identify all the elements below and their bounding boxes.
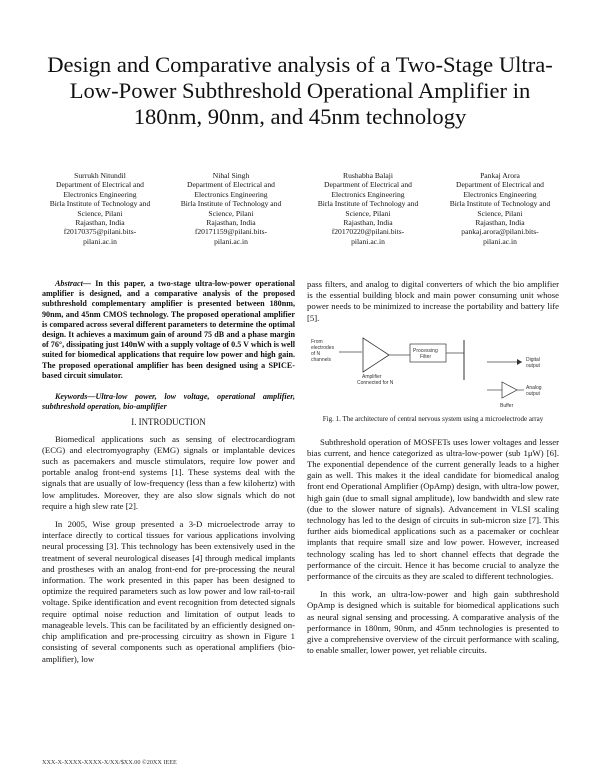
body-paragraph: In 2005, Wise group presented a 3-D microelectrode array to interface directly to cortical tissues for various applications involving neural processing [3]. This technology has been extensively used in the treatment of several neurological diseases [4] through medical implants and prostheses with an analog front-end for pre-processing the neural information. The work presented in this paper has been designed to optimize the required parameters such as low power and low rail-to-rail voltage. Spike identification and event recognition from detected signals require optimal noise reduction and limitation of output leads to manageable levels. This can be facilitated by an efficiently designed on-chip amplification and pre-processing circuitry as shown in Figure 1 consisting of several components such as operational amplifiers (bio-amplifier), low	[42, 519, 295, 664]
copyright-footer: XXX-X-XXXX-XXXX-X/XX/$XX.00 ©20XX IEEE	[42, 759, 177, 766]
figure-label-amplifier: Amplifier	[362, 373, 382, 380]
figure-label-analog-output: Analog	[526, 384, 542, 391]
author-name: Nihal Singh	[212, 171, 250, 180]
section-heading: I. INTRODUCTION	[131, 417, 206, 428]
figure-caption: Fig. 1. The architecture of central nervous system using a microelectrode array	[322, 414, 544, 423]
author-location: Rajasthan, India	[475, 218, 525, 228]
body-paragraph: Subthreshold operation of MOSFETs uses lower voltages and lesser bias current, and hence categorized as ultra-low-power (sub 1μW) [6]. The exponential dependence of the current generally leads to a higher gain as well. This makes it the ideal candidate for biomedical analog front end Operational Amplifier (OpAmp) design, with ultra-low power, high gain (due to small signal amplitude), low bandwidth and slew rate (due to the slower nature of signals). Advancement in VLSI scaling technology has led to the design of circuits in sub-micron size [7]. This further aids biomedical applications such as a pacemaker or cochlear implants that require small size and low power. However, increased technology scaling has led to short channel effects that degrade the performance of the circuit. Hence it has become crucial to analyze the performance of the circuits as they are scaled to different technologies.	[307, 436, 559, 582]
author-location: Rajasthan, India	[343, 218, 393, 228]
figure-1-diagram	[307, 332, 559, 412]
author-institute: Birla Institute of Technology and	[180, 199, 282, 209]
figure-label-buffer: Buffer	[500, 402, 514, 409]
author-name: Rushabha Balaji	[343, 171, 393, 180]
author-dept: Electronics Engineering	[463, 189, 537, 199]
author-block	[302, 171, 434, 246]
author-institute: Birla Institute of Technology and	[49, 199, 151, 209]
author-location: Rajasthan, India	[75, 218, 125, 228]
figure-label-electrodes: channels	[311, 356, 332, 363]
author-email: f20170375@pilani.bits-	[63, 227, 137, 237]
author-email: pilani.ac.in	[214, 236, 248, 246]
author-block	[434, 171, 566, 246]
figure-label-digital-output: output	[526, 362, 540, 369]
author-name: Pankaj Arora	[480, 171, 520, 180]
author-institute: Birla Institute of Technology and	[449, 199, 551, 209]
author-dept: Department of Electrical and	[324, 180, 412, 190]
author-email: pilani.ac.in	[351, 236, 385, 246]
author-location: Rajasthan, India	[206, 218, 256, 228]
figure-label-electrodes: From	[311, 338, 323, 345]
author-dept: Electronics Engineering	[194, 189, 268, 199]
body-paragraph: Biomedical applications such as sensing of electrocardiogram (ECG) and electromyography (EMG) signals or implantable devices such as pacemakers and muscle stimulators, require low power and portable analog front-end systems [1]. These systems deal with the signals that are usually of low-frequency (less than a few kilohertz) with low amplitudes. Moreover, they are also slow signals which do not require a high slew rate [2].	[42, 433, 295, 511]
author-institute: Birla Institute of Technology and	[317, 199, 419, 209]
amplifier-triangle-icon	[363, 338, 389, 372]
author-dept: Department of Electrical and	[456, 180, 544, 190]
author-dept: Department of Electrical and	[56, 180, 144, 190]
arrow-right-icon	[517, 359, 522, 365]
author-email: f20171159@pilani.bits-	[194, 227, 268, 237]
abstract-text: In this paper, a two-stage ultra-low-power operational amplifier is designed, and a comparative analysis of the proposed subthreshold complementary amplifier is presented between 180nm, 90nm, and 45nm CMOS technology. The proposed operational amplifier is compared across several different parameters to determine the optimal design. It achieves a maximum gain of around 75 dB and a phase margin of 76°, dissipating just 140nW with a supply voltage of 0.5 V which is well suited for biomedical applications that require low power and high gain. The proposed operational amplifier has been designed using a SPICE-based circuit simulator.	[42, 279, 295, 380]
figure-label-amplifier: Connected for N	[357, 379, 394, 386]
figure-label-processing: Processing	[413, 347, 438, 354]
author-institute: Science, Pilani	[208, 208, 254, 218]
author-institute: Science, Pilani	[345, 208, 391, 218]
paper-title: Design and Comparative analysis of a Two-Stage Ultra-Low-Power Subthreshold Operational Amplifier in 180nm, 90nm, and 45nm technology	[47, 52, 553, 129]
author-email: pilani.ac.in	[83, 236, 117, 246]
right-column	[307, 279, 559, 656]
author-dept: Electronics Engineering	[63, 189, 137, 199]
figure-label-electrodes: electrodes	[311, 344, 335, 351]
body-paragraph: pass filters, and analog to digital converters of which the bio amplifier is the essential building block and main power consuming unit whose power needs to be minimized to increase the portability and battery life [5].	[307, 279, 559, 323]
author-name: Surrukh Nitundil	[74, 171, 126, 180]
left-column	[42, 279, 295, 665]
abstract	[42, 279, 295, 381]
keywords: Keywords—Ultra-low power, low voltage, operational amplifier, subthreshold operation, bio-amplifier	[42, 392, 295, 412]
author-email: f20170220@pilani.bits-	[331, 227, 405, 237]
author-email: pankaj.arora@pilani.bits-	[461, 227, 539, 237]
author-dept: Department of Electrical and	[187, 180, 275, 190]
author-institute: Science, Pilani	[477, 208, 523, 218]
author-dept: Electronics Engineering	[331, 189, 405, 199]
body-paragraph: In this work, an ultra-low-power and high gain subthreshold OpAmp is designed which is suitable for biomedical applications such as neural signal sensing and processing. A comparative analysis of the performance in 180nm, 90nm, and 45nm technologies is presented to give a comprehensive overview of the circuit performance with scaling, to enable smaller, lower power, yet reliable circuits.	[307, 589, 559, 656]
figure-label-processing: Filter	[420, 353, 432, 360]
figure-label-electrodes: of N	[311, 350, 321, 357]
author-block	[165, 171, 297, 246]
author-email: pilani.ac.in	[483, 236, 517, 246]
figure-label-digital-output: Digital	[526, 356, 540, 363]
author-institute: Science, Pilani	[77, 208, 123, 218]
figure-label-analog-output: output	[526, 390, 540, 397]
abstract-lead: Abstract—	[55, 279, 91, 288]
buffer-triangle-icon	[502, 382, 517, 398]
author-block	[34, 171, 166, 246]
